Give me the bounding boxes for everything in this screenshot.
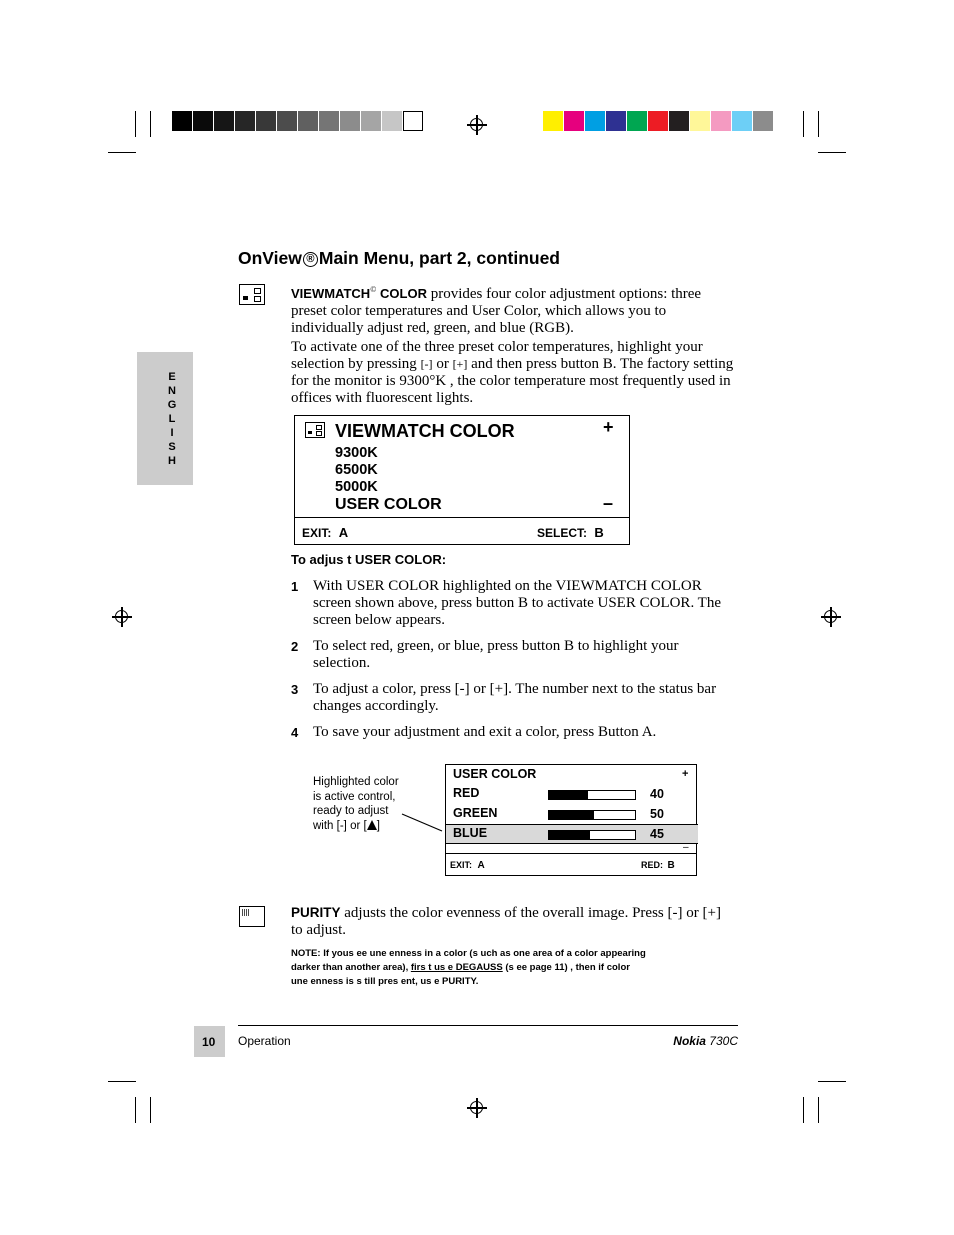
menu-item-6500k[interactable]: 6500K <box>335 462 378 478</box>
color-row-red[interactable] <box>446 785 696 803</box>
viewmatch-color-menu <box>294 415 630 545</box>
step-text: With USER COLOR highlighted on the VIEWMATCH COLOR screen shown above, press button B to activate USER COLOR. The screen below appears. <box>313 578 721 628</box>
plus-indicator: + <box>603 417 614 437</box>
crop-mark <box>150 111 151 137</box>
crop-mark <box>818 152 846 153</box>
crop-mark <box>818 111 819 137</box>
viewmatch-icon <box>239 284 265 305</box>
footer-model: 730C <box>705 1034 738 1048</box>
user-color-menu <box>445 764 697 876</box>
footer-section: Operation <box>238 1034 291 1048</box>
step-text: To adjust a color, press [-] or [+]. The number next to the status bar changes accordingly. <box>313 681 717 714</box>
menu-item-user-color[interactable]: USER COLOR <box>335 496 442 513</box>
color-swatch <box>235 111 255 131</box>
crop-mark <box>108 1081 136 1082</box>
red-label: RED: <box>641 860 663 870</box>
crop-mark <box>818 1097 819 1123</box>
color-swatch <box>319 111 339 131</box>
color-swatch <box>382 111 402 131</box>
exit-hint <box>450 860 485 871</box>
copyright-mark: © <box>370 285 377 294</box>
crop-mark <box>803 111 804 137</box>
side-tab-letter: I <box>170 427 174 439</box>
note-line: NOTE: If yous ee une enness in a color (s uch as one area of a color appearing <box>291 948 646 959</box>
color-swatch <box>256 111 276 131</box>
color-row-label: RED <box>453 786 480 800</box>
crop-mark <box>135 1097 136 1123</box>
plus-key: [+] <box>452 357 468 371</box>
select-hint <box>537 525 604 540</box>
color-swatch <box>361 111 381 131</box>
color-row-label: GREEN <box>453 806 498 820</box>
note-text: (s ee page 11) , then if color <box>502 962 630 973</box>
side-tab-letter: N <box>168 385 176 397</box>
term-viewmatch: VIEWMATCH <box>291 286 371 301</box>
footer-rule <box>238 1025 738 1026</box>
color-swatch <box>606 111 626 131</box>
color-row-label: BLUE <box>453 826 488 840</box>
paragraph-text: and then press button B. The factory setting for the monitor is 9300°K , the color temperature most frequently used in offices with fluorescent lights. <box>291 356 734 406</box>
activate-instructions <box>291 339 736 407</box>
paragraph-text: or <box>432 356 453 372</box>
minus-indicator: – <box>603 493 614 513</box>
registered-mark: ® <box>303 252 318 267</box>
crop-mark <box>818 1081 846 1082</box>
callout-line: ready to adjust <box>313 805 389 817</box>
red-key: B <box>667 860 675 871</box>
viewmatch-description <box>291 281 736 337</box>
page-number: 10 <box>202 1035 216 1049</box>
minus-key: [-] <box>420 357 433 371</box>
color-swatch <box>403 111 423 131</box>
paragraph-text: To activate one of the three preset color temperatures, highlight your selection by pressing <box>291 339 703 372</box>
color-level-bar[interactable] <box>548 790 636 800</box>
select-label: SELECT: <box>537 526 588 540</box>
note <box>291 947 731 989</box>
menu-title: VIEWMATCH COLOR <box>335 421 515 441</box>
color-swatch <box>648 111 668 131</box>
step-number: 3 <box>291 682 299 697</box>
color-swatch <box>669 111 689 131</box>
registration-mark-icon <box>467 115 487 135</box>
note-line <box>291 961 731 975</box>
purity-description <box>291 904 736 939</box>
color-swatch <box>172 111 192 131</box>
step-number: 2 <box>291 639 299 654</box>
menu-item-9300k[interactable]: 9300K <box>335 445 378 461</box>
note-text: darker than another area), <box>291 962 411 973</box>
callout-line: is active control, <box>313 790 396 803</box>
exit-hint <box>302 525 348 540</box>
side-tab-letter: H <box>168 455 176 467</box>
color-swatch <box>585 111 605 131</box>
color-swatch <box>732 111 752 131</box>
crop-mark <box>108 152 136 153</box>
step-text: To select red, green, or blue, press button B to highlight your selection. <box>313 638 679 671</box>
paragraph-text: provides four color adjustment options: three preset color temperatures and User Color, which allows you to individually adjust red, green, and blue (RGB). <box>291 286 702 336</box>
color-level-bar[interactable] <box>548 810 636 820</box>
color-swatch <box>298 111 318 131</box>
menu-item-5000k[interactable]: 5000K <box>335 479 378 495</box>
term-color: COLOR <box>380 286 427 301</box>
callout-or: or <box>346 819 364 832</box>
color-swatch <box>277 111 297 131</box>
degauss-reference: firs t us e DEGAUSS <box>410 962 503 973</box>
plus-indicator: + <box>682 768 689 780</box>
red-hint <box>641 860 675 871</box>
registration-mark-icon <box>112 607 132 627</box>
registration-mark-icon <box>467 1098 487 1118</box>
step-number: 4 <box>291 725 299 740</box>
color-level-fill <box>549 831 590 839</box>
page-title <box>238 248 560 269</box>
step-number: 1 <box>291 579 299 594</box>
minus-indicator: – <box>683 842 689 853</box>
color-swatch <box>193 111 213 131</box>
color-row-value: 45 <box>650 827 664 841</box>
exit-key: A <box>477 860 485 871</box>
adjust-user-color-heading: To adjus t USER COLOR: <box>291 552 447 567</box>
menu-divider <box>295 517 629 518</box>
color-swatch <box>753 111 773 131</box>
step-text: To save your adjustment and exit a color, press Button A. <box>313 724 657 740</box>
crop-mark <box>135 111 136 137</box>
bracket: [ <box>363 819 367 832</box>
crop-mark <box>803 1097 804 1123</box>
color-swatch <box>711 111 731 131</box>
side-tab-letter: L <box>168 413 176 425</box>
paragraph-text: adjusts the color evenness of the overall image. Press [-] or [+] to adjust. <box>291 905 721 938</box>
color-row-value: 40 <box>650 787 664 801</box>
bracket: ] <box>376 819 380 832</box>
term-purity: PURITY <box>291 905 341 920</box>
menu-title: USER COLOR <box>453 767 537 781</box>
title-text: Main Menu, part 2, continued <box>318 248 560 268</box>
color-swatch <box>340 111 360 131</box>
side-tab-letter: E <box>168 371 176 383</box>
exit-label: EXIT: <box>450 860 473 870</box>
callout-with: with <box>313 819 337 832</box>
up-triangle-icon <box>367 820 377 830</box>
color-row-value: 50 <box>650 807 664 821</box>
color-swatch <box>627 111 647 131</box>
select-key: B <box>594 525 604 540</box>
footer-brand: Nokia <box>673 1034 706 1048</box>
registration-mark-icon <box>821 607 841 627</box>
side-tab-letter: S <box>168 441 176 453</box>
language-side-tab <box>137 352 193 485</box>
purity-icon <box>239 906 265 927</box>
color-swatch <box>214 111 234 131</box>
callout-line: Highlighted color <box>313 776 399 788</box>
color-swatch <box>690 111 710 131</box>
footer-product <box>668 1034 738 1048</box>
side-tab-letter: G <box>167 399 177 411</box>
color-row-blue[interactable] <box>446 824 698 844</box>
title-text: OnView <box>238 248 302 268</box>
color-swatch <box>564 111 584 131</box>
crop-mark <box>150 1097 151 1123</box>
note-line: une enness is s till pres ent, us e PURITY. <box>291 976 479 987</box>
minus-key: [-] <box>336 819 347 832</box>
callout-leader-line <box>400 812 446 834</box>
color-level-bar[interactable] <box>548 830 636 840</box>
color-level-fill <box>549 791 588 799</box>
color-level-fill <box>549 811 594 819</box>
viewmatch-icon <box>305 422 325 438</box>
exit-label: EXIT: <box>302 526 332 540</box>
menu-divider <box>446 853 696 854</box>
exit-key: A <box>338 525 349 540</box>
color-swatch <box>543 111 563 131</box>
color-row-green[interactable] <box>446 805 696 823</box>
